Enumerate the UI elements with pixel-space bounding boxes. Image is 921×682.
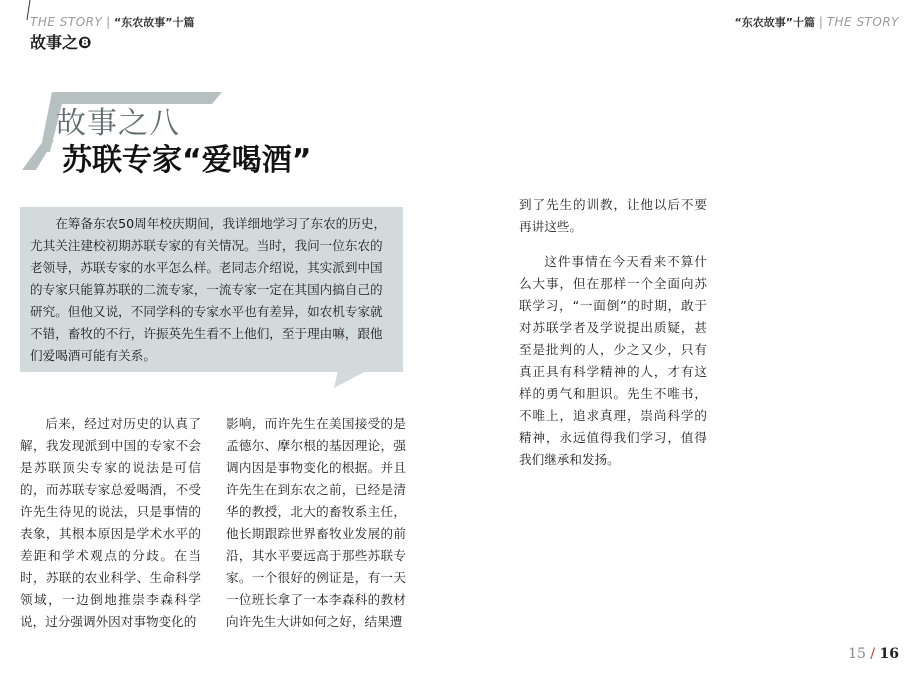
intro-paragraph: 在筹备东农50周年校庆期间，我详细地学习了东农的历史，尤其关注建校初期苏联专家的有关情况。当时，我问一位东农的老领导，苏联专家的水平怎么样。老同志介绍说，其实派到中国的专家只能算苏联的二流专家，一流专家一定在其国内搞自己的研究。但他又说，不同学科的专家水平也有差异，如农机专家就不错，畜牧的不行，许振英先生看不上他们，至于理由嘛，跟他们爱喝酒可能有关系。 [30, 216, 387, 363]
page-number [848, 646, 899, 662]
body-column-1: 后来，经过对历史的认真了解，我发现派到中国的专家不会是苏联顶尖专家的说法是可信的，而苏联专家总爱喝酒，不受许先生待见的说法，只是事情的表象，其根本原因是学术水平的差距和学术观点的分歧。在当时，苏联的农业科学、生命科学领域，一边倒地推崇李森科学说，过分强调外因对事物变化的 [20, 416, 201, 629]
header-series-label: “东农故事”十篇 [114, 16, 195, 29]
page-separator: / [870, 646, 876, 662]
body-column-3-continuation: 到了先生的训教，让他以后不要再讲这些。 [519, 197, 707, 234]
page-current: 15 [848, 646, 866, 662]
header-story-label: THE STORY [30, 15, 103, 29]
chapter-label: 故事之❽ [30, 33, 92, 52]
story-subtitle: 苏联专家“爱喝酒” [62, 143, 312, 178]
page-total: 16 [879, 646, 899, 662]
header-separator-right: | [818, 15, 823, 29]
body-column-2: 影响，而许先生在美国接受的是孟德尔、摩尔根的基因理论，强调内因是事物变化的根据。并且许先生在到东农之前，已经是清华的教授，北大的畜牧系主任，他长期跟踪世界畜牧业发展的前沿，其水平要远高于那些苏联专家。一个很好的例证是，有一天一位班长拿了一本李森科的教材向许先生大讲如何之好，结果遭 [226, 416, 406, 629]
header-story-label-right: THE STORY [826, 15, 899, 29]
intro-box-tail [330, 370, 370, 390]
header-series-label-right: “东农故事”十篇 [734, 16, 815, 29]
header-separator: | [106, 15, 111, 29]
body-column-3-paragraph: 这件事情在今天看来不算什么大事，但在那样一个全面向苏联学习，“一面倒”的时期，敢于对苏联学者及学说提出质疑，甚至是批判的人，少之又少，只有真正具有科学精神的人，才有这样的勇气和胆识。先生不唯书，不唯上，追求真理，崇尚科学的精神，永远值得我们学习，值得我们继承和发扬。 [519, 254, 707, 467]
header-left [30, 14, 194, 30]
header-right [735, 14, 899, 30]
story-title: 故事之八 [56, 106, 180, 141]
